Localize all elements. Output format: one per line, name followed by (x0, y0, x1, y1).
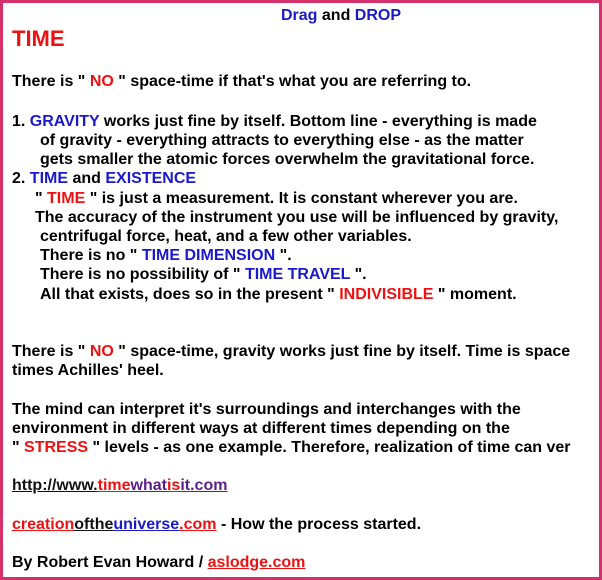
link1-com[interactable]: .com (190, 477, 228, 494)
page-header (281, 6, 401, 25)
item2-l5-close: ". (350, 266, 367, 283)
para2-open: " (12, 439, 25, 456)
byline (12, 553, 305, 572)
item2-line4 (40, 246, 292, 265)
link2-description: - How the process started. (216, 516, 422, 533)
item2-line6 (40, 285, 517, 304)
link-timewhatisit[interactable] (12, 476, 227, 495)
item2-time-dimension: TIME DIMENSION (141, 247, 276, 264)
para2-rest: " levels - as one example. Therefore, realization of time can ver (88, 439, 571, 456)
item2-line2: The accuracy of the instrument you use will be influenced by gravity, (35, 209, 559, 226)
item2-l1-time: TIME (47, 190, 86, 207)
item2-l1-open: " (35, 190, 48, 207)
item2-l4-close: ". (275, 247, 292, 264)
item1-keyword: GRAVITY (29, 113, 100, 130)
item1-number: 1. (12, 113, 30, 130)
link1-it[interactable]: it (180, 477, 191, 494)
item2-l1-rest: " is just a measurement. It is constant wherever you are. (85, 190, 518, 207)
intro-line (12, 72, 471, 91)
item1-text1: works just fine by itself. Bottom line - everything is made (99, 113, 537, 130)
header-and: and (317, 7, 355, 24)
item2-line1 (35, 189, 518, 208)
item2-l4-open: There is no " (40, 247, 142, 264)
byline-author: By Robert Evan Howard / (12, 554, 208, 571)
para1-line2: times Achilles' heel. (12, 362, 164, 379)
para1-open: There is " (12, 343, 90, 360)
para1-no: NO (89, 343, 114, 360)
item2-l6-close: " moment. (433, 286, 517, 303)
para2-line2: environment in different ways at different times depending on the (12, 420, 510, 437)
item2-number: 2. (12, 170, 30, 187)
link2-of[interactable]: of (74, 516, 90, 533)
para1-rest: " space-time, gravity works just fine by itself. Time is space (113, 343, 571, 360)
intro-text-a: There is " (12, 73, 90, 90)
link2-com[interactable]: .com (179, 516, 217, 533)
link1-is[interactable]: is (166, 477, 181, 494)
link2-universe[interactable]: universe (113, 516, 180, 533)
link1-prefix[interactable]: http://www. (12, 477, 98, 494)
header-drop: DROP (354, 7, 402, 24)
para1-line1 (12, 342, 570, 361)
item2-line3: centrifugal force, heat, and a few other variables. (40, 228, 412, 245)
link2-the[interactable]: the (89, 516, 114, 533)
para2-line1: The mind can interpret it's surroundings and interchanges with the (12, 401, 521, 418)
header-drag: Drag (281, 7, 318, 24)
para2-stress: STRESS (24, 439, 89, 456)
item1-line2: of gravity - everything attracts to everything else - as the matter (40, 132, 524, 149)
intro-text-c: " space-time if that's what you are referring to. (113, 73, 472, 90)
item2-keyword-existence: EXISTENCE (105, 170, 197, 187)
item1-line3: gets smaller the atomic forces overwhelm the gravitational force. (40, 151, 535, 168)
page-title: TIME (12, 26, 65, 51)
link-creationoftheuniverse-line (12, 515, 421, 534)
article (9, 4, 599, 576)
para2-line3 (12, 438, 570, 457)
item2-l5-open: There is no possibility of " (40, 266, 245, 283)
byline-link-aslodge[interactable]: aslodge.com (207, 554, 306, 571)
item1-line1 (12, 112, 537, 131)
item2-time-travel: TIME TRAVEL (244, 266, 351, 283)
intro-no: NO (89, 73, 114, 90)
item2-and: and (68, 170, 106, 187)
link1-what[interactable]: what (130, 477, 167, 494)
item2-heading (12, 169, 196, 188)
link1-time[interactable]: time (97, 477, 131, 494)
item2-keyword-time: TIME (29, 170, 69, 187)
link2-creation[interactable]: creation (12, 516, 75, 533)
item2-line5 (40, 265, 367, 284)
item2-l6-open: All that exists, does so in the present " (40, 286, 340, 303)
item2-indivisible: INDIVISIBLE (339, 286, 434, 303)
